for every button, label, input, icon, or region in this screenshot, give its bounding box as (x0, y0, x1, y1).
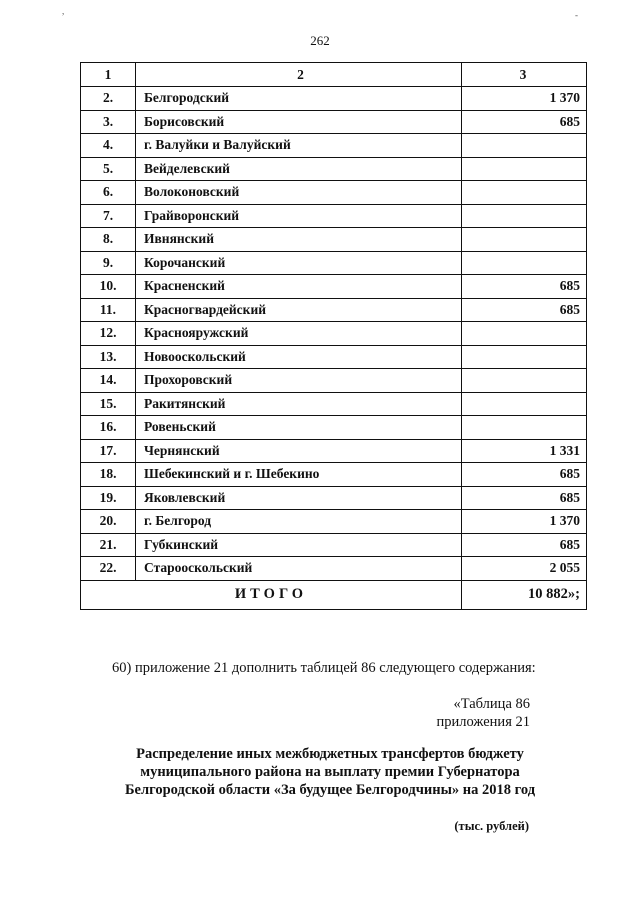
table-row (81, 463, 587, 487)
row-value-cell: 685 (462, 486, 587, 510)
row-number-cell: 19. (81, 486, 136, 510)
row-value-cell (462, 228, 587, 252)
row-number-cell: 20. (81, 510, 136, 534)
row-number-cell: 4. (81, 134, 136, 158)
row-number-cell: 15. (81, 392, 136, 416)
table-row (81, 134, 587, 158)
row-value-cell: 2 055 (462, 557, 587, 581)
row-value-cell (462, 369, 587, 393)
scan-mark: , (62, 6, 65, 16)
total-label: ИТОГО (81, 580, 462, 609)
row-value-cell (462, 345, 587, 369)
row-name-cell: Красненский (136, 275, 462, 299)
table-total-row (81, 580, 587, 609)
table-row (81, 87, 587, 111)
row-name-cell: Красногвардейский (136, 298, 462, 322)
row-value-cell (462, 157, 587, 181)
instruction-text: 60) приложение 21 дополнить таблицей 86 следующего содержания: (112, 660, 536, 676)
table-row (81, 416, 587, 440)
row-name-cell: Волоконовский (136, 181, 462, 205)
row-number-cell: 21. (81, 533, 136, 557)
table-row (81, 510, 587, 534)
row-name-cell: Шебекинский и г. Шебекино (136, 463, 462, 487)
page-number: 262 (310, 33, 330, 48)
row-number-cell: 6. (81, 181, 136, 205)
row-number-cell: 5. (81, 157, 136, 181)
table-header-row (81, 63, 587, 87)
header-cell-name: 2 (136, 63, 462, 87)
row-name-cell: Губкинский (136, 533, 462, 557)
row-number-cell: 3. (81, 110, 136, 134)
row-number-cell: 16. (81, 416, 136, 440)
row-name-cell: Старооскольский (136, 557, 462, 581)
row-value-cell (462, 204, 587, 228)
row-value-cell: 685 (462, 533, 587, 557)
table-row (81, 557, 587, 581)
table-caption-line1: «Таблица 86 (453, 696, 530, 712)
row-number-cell: 9. (81, 251, 136, 275)
transfers-table (80, 62, 587, 610)
row-name-cell: г. Белгород (136, 510, 462, 534)
row-number-cell: 7. (81, 204, 136, 228)
heading-line2: муниципального района на выплату премии Губернатора (140, 764, 520, 780)
table-row (81, 181, 587, 205)
row-number-cell: 10. (81, 275, 136, 299)
units-label: (тыс. рублей) (454, 819, 529, 833)
header-cell-number: 1 (81, 63, 136, 87)
row-value-cell: 1 370 (462, 87, 587, 111)
row-value-cell (462, 322, 587, 346)
heading-line3: Белгородской области «За будущее Белгородчины» на 2018 год (124, 782, 536, 798)
table-row (81, 110, 587, 134)
table-row (81, 486, 587, 510)
row-name-cell: Ровеньский (136, 416, 462, 440)
total-value: 10 882»; (462, 580, 587, 609)
table-row (81, 533, 587, 557)
table-row (81, 392, 587, 416)
row-name-cell: Яковлевский (136, 486, 462, 510)
row-value-cell: 685 (462, 110, 587, 134)
row-name-cell: Белгородский (136, 87, 462, 111)
table-row (81, 345, 587, 369)
table-row (81, 275, 587, 299)
table-row (81, 439, 587, 463)
row-value-cell: 685 (462, 275, 587, 299)
heading-line1: Распределение иных межбюджетных трансфертов бюджету (136, 746, 524, 762)
row-value-cell: 1 370 (462, 510, 587, 534)
row-value-cell: 1 331 (462, 439, 587, 463)
table-row (81, 298, 587, 322)
row-name-cell: Ивнянский (136, 228, 462, 252)
row-number-cell: 11. (81, 298, 136, 322)
row-number-cell: 12. (81, 322, 136, 346)
row-value-cell: 685 (462, 298, 587, 322)
row-value-cell (462, 181, 587, 205)
row-number-cell: 8. (81, 228, 136, 252)
row-value-cell (462, 251, 587, 275)
section-heading (70, 745, 590, 799)
row-number-cell: 14. (81, 369, 136, 393)
row-name-cell: г. Валуйки и Валуйский (136, 134, 462, 158)
row-number-cell: 17. (81, 439, 136, 463)
row-value-cell (462, 416, 587, 440)
row-value-cell (462, 392, 587, 416)
table-row (81, 322, 587, 346)
row-number-cell: 18. (81, 463, 136, 487)
row-name-cell: Ракитянский (136, 392, 462, 416)
header-cell-value: 3 (462, 63, 587, 87)
row-number-cell: 22. (81, 557, 136, 581)
table-row (81, 204, 587, 228)
table-row (81, 251, 587, 275)
row-name-cell: Новооскольский (136, 345, 462, 369)
row-name-cell: Краснояружский (136, 322, 462, 346)
row-value-cell (462, 134, 587, 158)
row-name-cell: Вейделевский (136, 157, 462, 181)
row-number-cell: 13. (81, 345, 136, 369)
table-row (81, 157, 587, 181)
row-name-cell: Чернянский (136, 439, 462, 463)
scan-mark: - (575, 10, 578, 20)
row-name-cell: Прохоровский (136, 369, 462, 393)
row-number-cell: 2. (81, 87, 136, 111)
row-name-cell: Корочанский (136, 251, 462, 275)
row-name-cell: Борисовский (136, 110, 462, 134)
row-name-cell: Грайворонский (136, 204, 462, 228)
table-caption-line2: приложения 21 (436, 714, 530, 730)
row-value-cell: 685 (462, 463, 587, 487)
table-row (81, 228, 587, 252)
table-row (81, 369, 587, 393)
table-caption (410, 695, 530, 731)
